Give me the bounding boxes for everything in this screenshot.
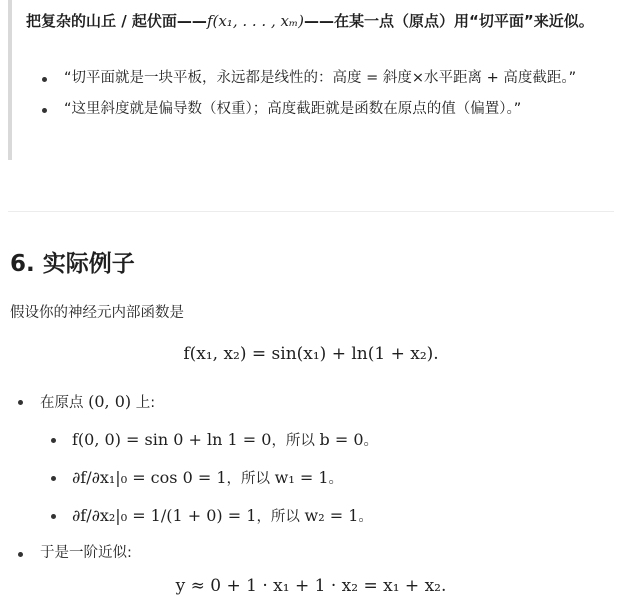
bullet-dot — [42, 77, 47, 82]
sub-item-math-2: w₂ = 1 — [304, 506, 359, 525]
sub-item-math: ∂f/∂x₁|₀ = cos 0 = 1 — [72, 468, 227, 487]
list-item — [0, 427, 592, 454]
item-math: (0, 0) — [88, 392, 132, 411]
bullet-dot — [18, 400, 23, 405]
sub-item-end: 。 — [328, 471, 343, 487]
sub-item-math-2: b = 0 — [319, 430, 364, 449]
list-item — [0, 66, 592, 91]
quote-heading-text-start: 把复杂的山丘 / 起伏面—— — [26, 12, 207, 30]
list-item — [0, 97, 592, 122]
intro-paragraph: 假设你的神经元内部函数是 — [10, 305, 184, 321]
sub-list — [0, 427, 622, 530]
sub-item-text: ，所以 — [226, 471, 275, 487]
horizontal-divider — [8, 211, 614, 212]
sub-item-end: 。 — [358, 509, 373, 525]
item-label-end: 上: — [131, 395, 156, 411]
list-item — [0, 541, 600, 566]
item-label: 在原点 — [40, 395, 89, 411]
example-list — [0, 389, 622, 566]
quote-bullet-list — [0, 66, 622, 122]
formula-main-text: f(x₁, x₂) = sin(x₁) + ln(1 + x₂). — [183, 344, 439, 364]
quote-heading-math: f(x₁, . . . , xₘ) — [206, 12, 305, 30]
formula-final — [0, 573, 622, 599]
quote-bullet-text: “这里斜度就是偏导数（权重）；高度截距就是函数在原点的值（偏置）。” — [64, 101, 522, 117]
list-item — [0, 389, 600, 416]
sub-item-text: ，所以 — [256, 509, 305, 525]
formula-final-text: y ≈ 0 + 1 · x₁ + 1 · x₂ = x₁ + x₂. — [175, 576, 447, 596]
quote-heading — [26, 8, 614, 34]
quote-heading-text-end: ——在某一点（原点）用“切平面”来近似。 — [304, 12, 594, 30]
sub-item-math: f(0, 0) = sin 0 + ln 1 = 0 — [72, 430, 272, 449]
bullet-dot — [42, 108, 47, 113]
section-title: 6. 实际例子 — [10, 251, 135, 277]
bullet-dot — [18, 552, 23, 557]
sub-item-math-2: w₁ = 1 — [274, 468, 329, 487]
bullet-dot — [51, 438, 56, 443]
sub-item-math: ∂f/∂x₂|₀ = 1/(1 + 0) = 1 — [72, 506, 257, 525]
bullet-dot — [51, 514, 56, 519]
sub-item-text: ，所以 — [271, 433, 320, 449]
sub-item-end: 。 — [363, 433, 379, 449]
quote-bullet-text: “切平面就是一块平板，永远都是线性的：高度 = 斜度×水平距离 + 高度截距。” — [64, 70, 577, 86]
list-item — [0, 465, 592, 492]
bullet-dot — [51, 476, 56, 481]
item-label: 于是一阶近似: — [40, 545, 132, 561]
list-item — [0, 503, 592, 530]
formula-main — [0, 341, 622, 367]
